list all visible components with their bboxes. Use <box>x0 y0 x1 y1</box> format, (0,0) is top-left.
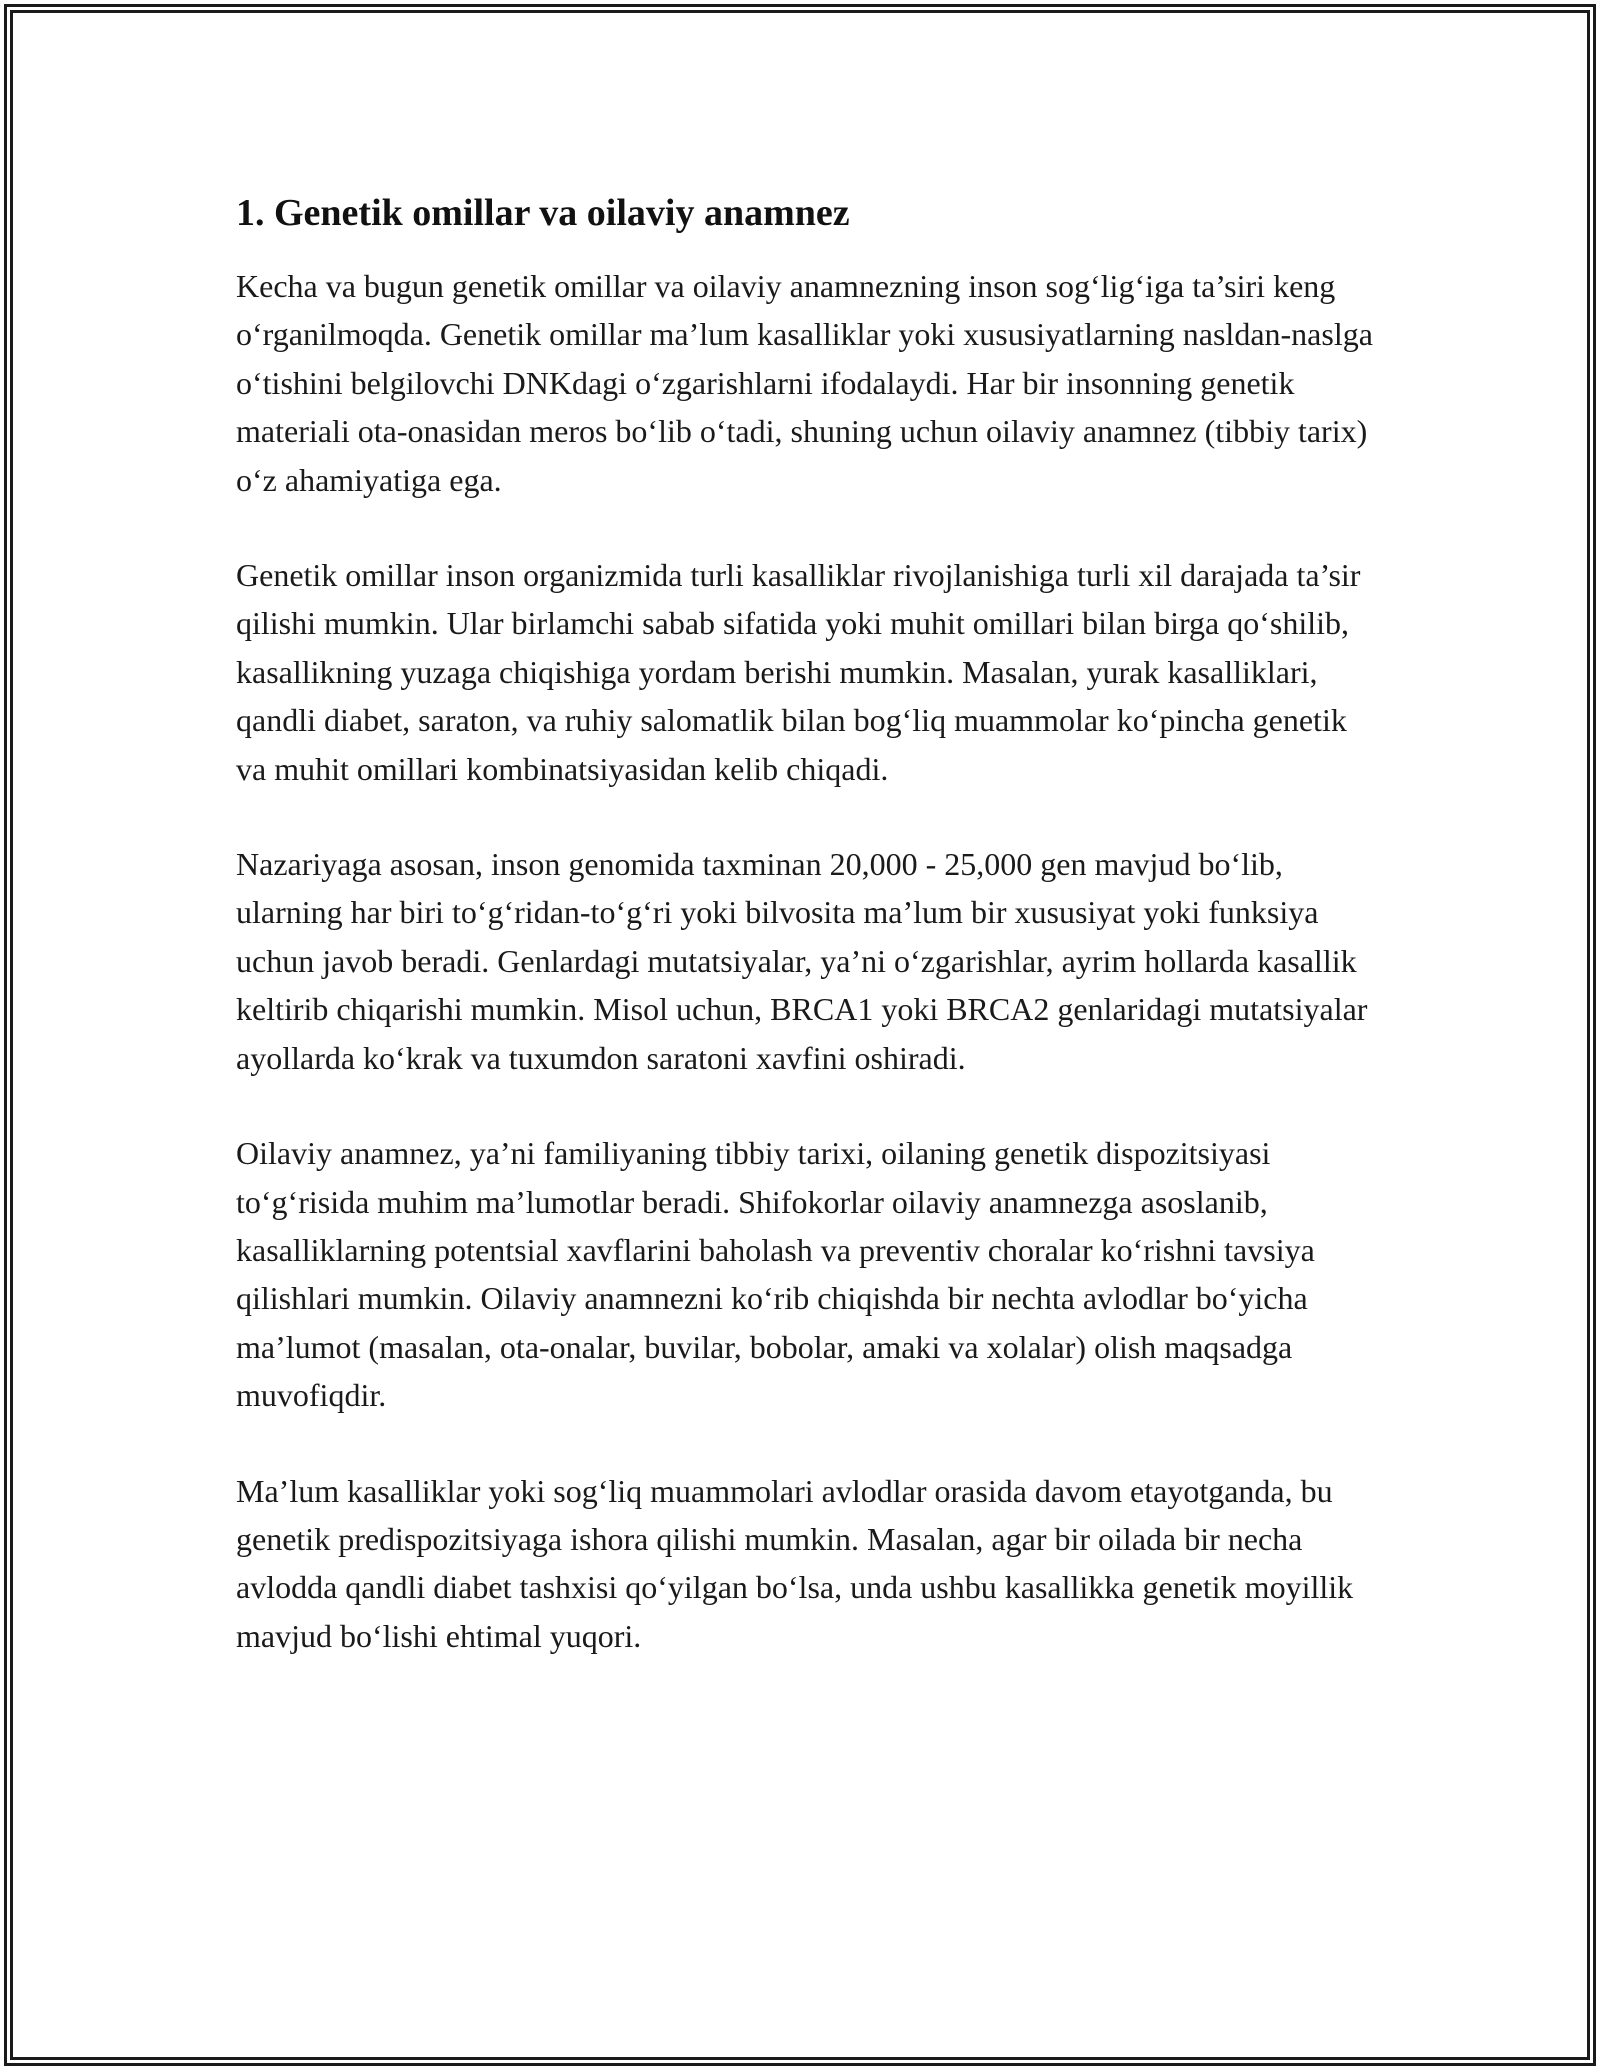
paragraph-1: Kecha va bugun genetik omillar va oilaviy anamnezning inson sog‘lig‘iga ta’siri keng o‘rganilmoqda. Genetik omillar ma’lum kasalliklar yoki xususiyatlarning nasldan-naslga o‘tishini belgilovchi DNKdagi o‘zgarishlarni ifodalaydi. Har bir insonning genetik materiali ota-onasidan meros bo‘lib o‘tadi, shuning uchun oilaviy anamnez (tibbiy tarix) o‘z ahamiyatiga ega. <box>236 268 1373 498</box>
paragraph-3: Nazariyaga asosan, inson genomida taxminan 20,000 - 25,000 gen mavjud bo‘lib, ularning har biri to‘g‘ridan-to‘g‘ri yoki bilvosita ma’lum bir xususiyat yoki funksiya uchun javob beradi. Genlardagi mutatsiyalar, ya’ni o‘zgarishlar, ayrim hollarda kasallik keltirib chiqarishi mumkin. Misol uchun, BRCA1 yoki BRCA2 genlaridagi mutatsiyalar ayollarda ko‘krak va tuxumdon saratoni xavfini oshiradi. <box>236 846 1368 1076</box>
document-body <box>236 186 1376 1707</box>
section-heading: 1. Genetik omillar va oilaviy anamnez <box>236 192 850 234</box>
paragraph-5: Ma’lum kasalliklar yoki sog‘liq muammolari avlodlar orasida davom etayotganda, bu genetik predispozitsiyaga ishora qilishi mumkin. Masalan, agar bir oilada bir necha avlodda qandli diabet tashxisi qo‘yilgan bo‘lsa, unda ushbu kasallikka genetik moyillik mavjud bo‘lishi ehtimal yuqori. <box>236 1472 1354 1654</box>
paragraph-4: Oilaviy anamnez, ya’ni familiyaning tibbiy tarixi, oilaning genetik dispozitsiyasi to‘g‘risida muhim ma’lumotlar beradi. Shifokorlar oilaviy anamnezga asoslanib, kasalliklarning potentsial xavflarini baholash va preventiv choralar ko‘rishni tavsiya qilishlari mumkin. Oilaviy anamnezni ko‘rib chiqishda bir nechta avlodlar bo‘yicha ma’lumot (masalan, ota-onalar, buvilar, bobolar, amaki va xolalar) olish maqsadga muvofiqdir. <box>236 1135 1315 1414</box>
paragraph-2: Genetik omillar inson organizmida turli kasalliklar rivojlanishiga turli xil darajada ta’sir qilishi mumkin. Ular birlamchi sabab sifatida yoki muhit omillari bilan birga qo‘shilib, kasallikning yuzaga chiqishiga yordam berishi mumkin. Masalan, yurak kasalliklari, qandli diabet, saraton, va ruhiy salomatlik bilan bog‘liq muammolar ko‘pincha genetik va muhit omillari kombinatsiyasidan kelib chiqadi. <box>236 557 1361 787</box>
